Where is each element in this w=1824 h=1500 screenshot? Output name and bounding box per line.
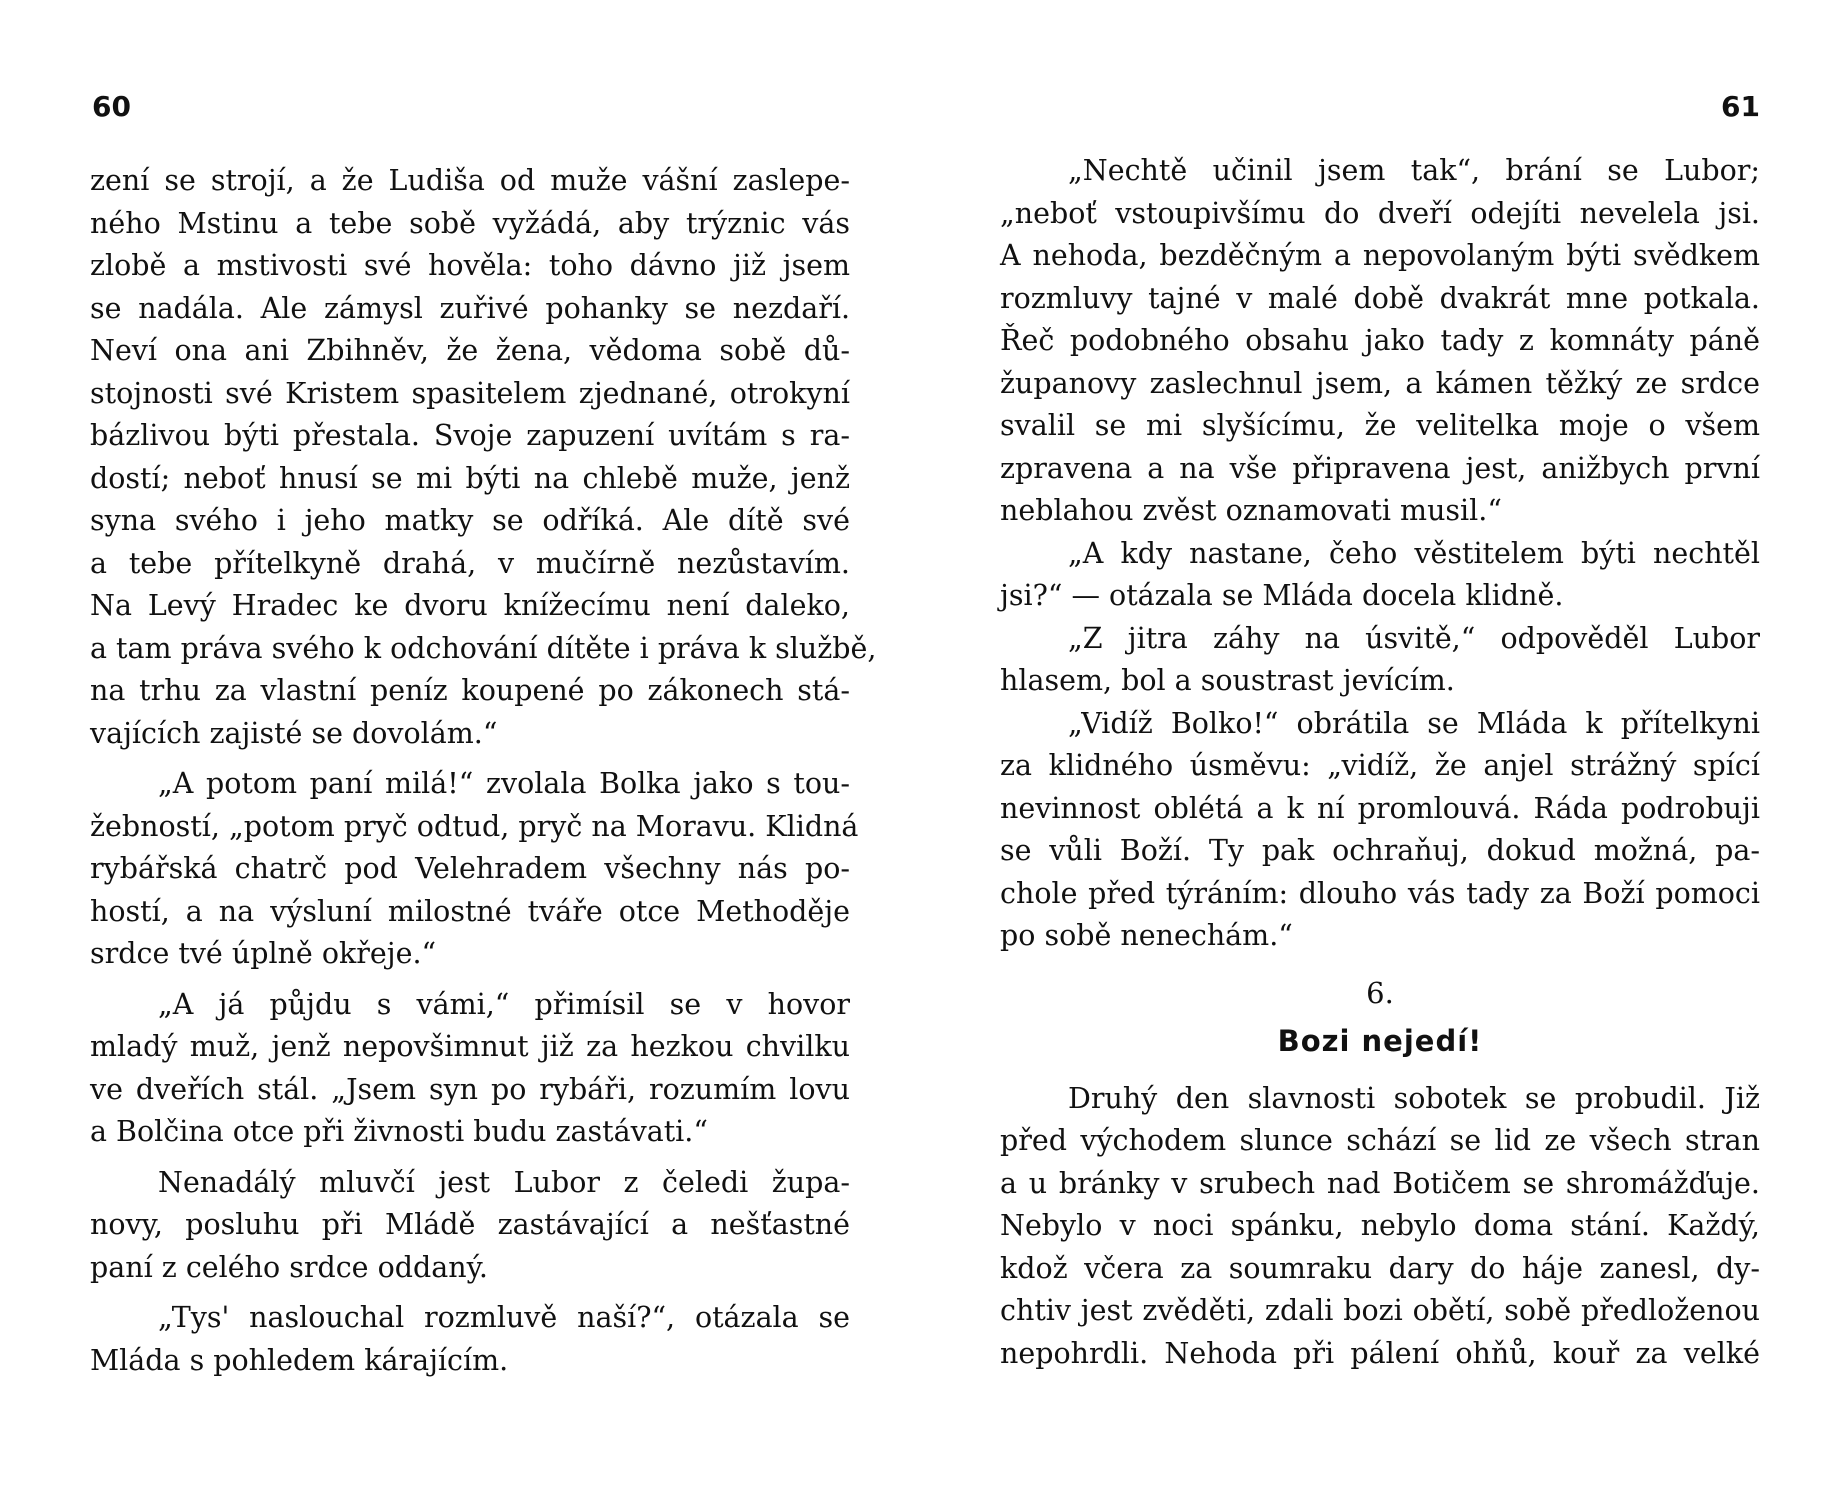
text-line: stojnosti své Kristem spasitelem zjednané, otrokyní: [90, 376, 850, 410]
text-line: „Vidíž Bolko!“ obrátila se Mláda k přítelkyni: [1068, 706, 1760, 740]
text-line: a tebe přítelkyně drahá, v mučírně nezůstavím.: [90, 546, 850, 580]
text-line: „Z jitra záhy na úsvitě,“ odpověděl Lubor: [1068, 621, 1760, 655]
text-line: chole před týráním: dlouho vás tady za Boží pomoci: [1000, 876, 1760, 910]
chapter-number: 6.: [1366, 975, 1394, 1010]
text-line: syna svého i jeho matky se odříká. Ale dítě své: [90, 504, 850, 537]
text-line: zlobě a mstivosti své hověla: toho dávno již jsem: [90, 249, 850, 282]
text-line: se nadála. Ale zámysl zuřivé pohanky se nezdaří.: [90, 291, 850, 325]
text-line: nevinnost oblétá a k ní promlouvá. Ráda podrobuji: [1000, 791, 1760, 825]
text-line: „A potom paní milá!“ zvolala Bolka jako s tou-: [158, 767, 850, 800]
text-line: se vůli Boží. Ty pak ochraňuj, dokud možná, pa-: [1000, 834, 1760, 867]
paragraph: [1000, 703, 1760, 958]
right-page-text: [1000, 150, 1760, 1375]
text-line: rozmluvy tajné v malé době dvakrát mne potkala.: [1000, 281, 1760, 315]
paragraph: [1000, 533, 1760, 618]
text-line: na trhu za vlastní peníz koupené po zákonech stá-: [90, 674, 850, 707]
text-line: novy, posluhu při Mládě zastávající a nešťastné: [90, 1208, 850, 1241]
text-line: žebností, „potom pryč odtud, pryč na Moravu. Klidná: [90, 809, 859, 843]
text-line: hostí, a na výsluní milostné tváře otce Methoděje: [90, 894, 850, 928]
text-line: před východem slunce schází se lid ze všech stran: [1000, 1124, 1760, 1157]
left-page-number: 60: [92, 90, 131, 123]
text-line: Na Levý Hradec ke dvoru knížecímu není daleko,: [90, 589, 850, 622]
text-line: po sobě nenechám.“: [1000, 919, 1293, 952]
paragraph: [90, 984, 850, 1154]
paragraph: [1000, 1078, 1760, 1376]
text-line: Mláda s pohledem kárajícím.: [90, 1343, 509, 1377]
text-line: „neboť vstoupivšímu do dveří odejíti nevelela jsi.: [1000, 196, 1760, 230]
text-line: nepohrdli. Nehoda při pálení ohňů, kouř za velké: [1000, 1336, 1760, 1370]
text-line: jsi?“ — otázala se Mláda docela klidně.: [1000, 579, 1564, 612]
text-line: a Bolčina otce při živnosti budu zastávati.“: [90, 1115, 708, 1148]
paragraph: [90, 1162, 850, 1290]
right-page: [1000, 0, 1760, 1500]
right-page-number: 61: [1721, 90, 1760, 123]
text-line: rybářská chatrč pod Velehradem všechny nás po-: [90, 852, 850, 885]
paragraph: [90, 160, 877, 755]
text-line: „A já půjdu s vámi,“ přimísil se v hovor: [158, 987, 850, 1021]
text-line: za klidného úsměvu: „vidíž, že anjel strážný spící: [1000, 749, 1760, 782]
text-line: mladý muž, jenž nepovšimnut již za hezkou chvilku: [90, 1030, 850, 1063]
text-line: Nebylo v noci spánku, nebylo doma stání. Každý,: [1000, 1209, 1760, 1242]
text-line: svalil se mi slyšícímu, že velitelka moje o všem: [1000, 409, 1760, 442]
text-line: dostí; neboť hnusí se mi býti na chlebě muže, jenž: [90, 461, 850, 495]
text-line: neblahou zvěst oznamovati musil.“: [1000, 494, 1502, 527]
text-line: „Nechtě učinil jsem tak“, brání se Lubor;: [1068, 154, 1760, 187]
text-line: „Tys' naslouchal rozmluvě naší?“, otázala se: [158, 1301, 850, 1334]
paragraph: [90, 763, 859, 976]
text-line: ného Mstinu a tebe sobě vyžádá, aby trýznic vás: [90, 206, 850, 240]
text-line: Neví ona ani Zbihněv, že žena, vědoma sobě dů-: [90, 334, 850, 367]
paragraph: [1000, 150, 1760, 533]
text-line: a tam práva svého k odchování dítěte i práva k službě,: [90, 631, 877, 665]
text-line: paní z celého srdce oddaný.: [90, 1250, 488, 1284]
text-line: Druhý den slavnosti sobotek se probudil. Již: [1068, 1081, 1760, 1115]
text-line: zpravena a na vše připravena jest, anižbych první: [1000, 451, 1760, 485]
paragraph: [90, 1297, 850, 1382]
text-line: a u bránky v srubech nad Botičem se shromážďuje.: [1000, 1166, 1760, 1200]
left-page: [90, 0, 877, 1500]
text-line: srdce tvé úplně okřeje.“: [90, 937, 437, 970]
text-line: „A kdy nastane, čeho věstitelem býti nechtěl: [1068, 536, 1760, 570]
text-line: chtiv jest zvěděti, zdali bozi obětí, sobě předloženou: [1000, 1294, 1760, 1327]
text-line: A nehoda, bezděčným a nepovolaným býti svědkem: [1000, 239, 1760, 272]
paragraph: [1000, 618, 1760, 703]
text-line: županovy zaslechnul jsem, a kámen těžký ze srdce: [1000, 366, 1760, 400]
text-line: hlasem, bol a soustrast jevícím.: [1000, 664, 1455, 697]
text-line: vajících zajisté se dovolám.“: [90, 716, 498, 750]
text-line: zení se strojí, a že Ludiša od muže vášní zaslepe-: [90, 164, 850, 197]
text-line: Řeč podobného obsahu jako tady z komnáty páně: [1000, 324, 1760, 357]
text-line: kdož včera za soumraku dary do háje zanesl, dy-: [1000, 1251, 1760, 1285]
text-line: ve dveřích stál. „Jsem syn po rybáři, rozumím lovu: [90, 1072, 850, 1106]
text-line: Nenadálý mluvčí jest Lubor z čeledi župa-: [158, 1165, 850, 1199]
text-line: bázlivou býti přestala. Svoje zapuzení uvítám s ra-: [90, 419, 850, 452]
left-page-text: [90, 160, 877, 1382]
chapter-title: Bozi nejedí!: [1277, 1023, 1483, 1058]
